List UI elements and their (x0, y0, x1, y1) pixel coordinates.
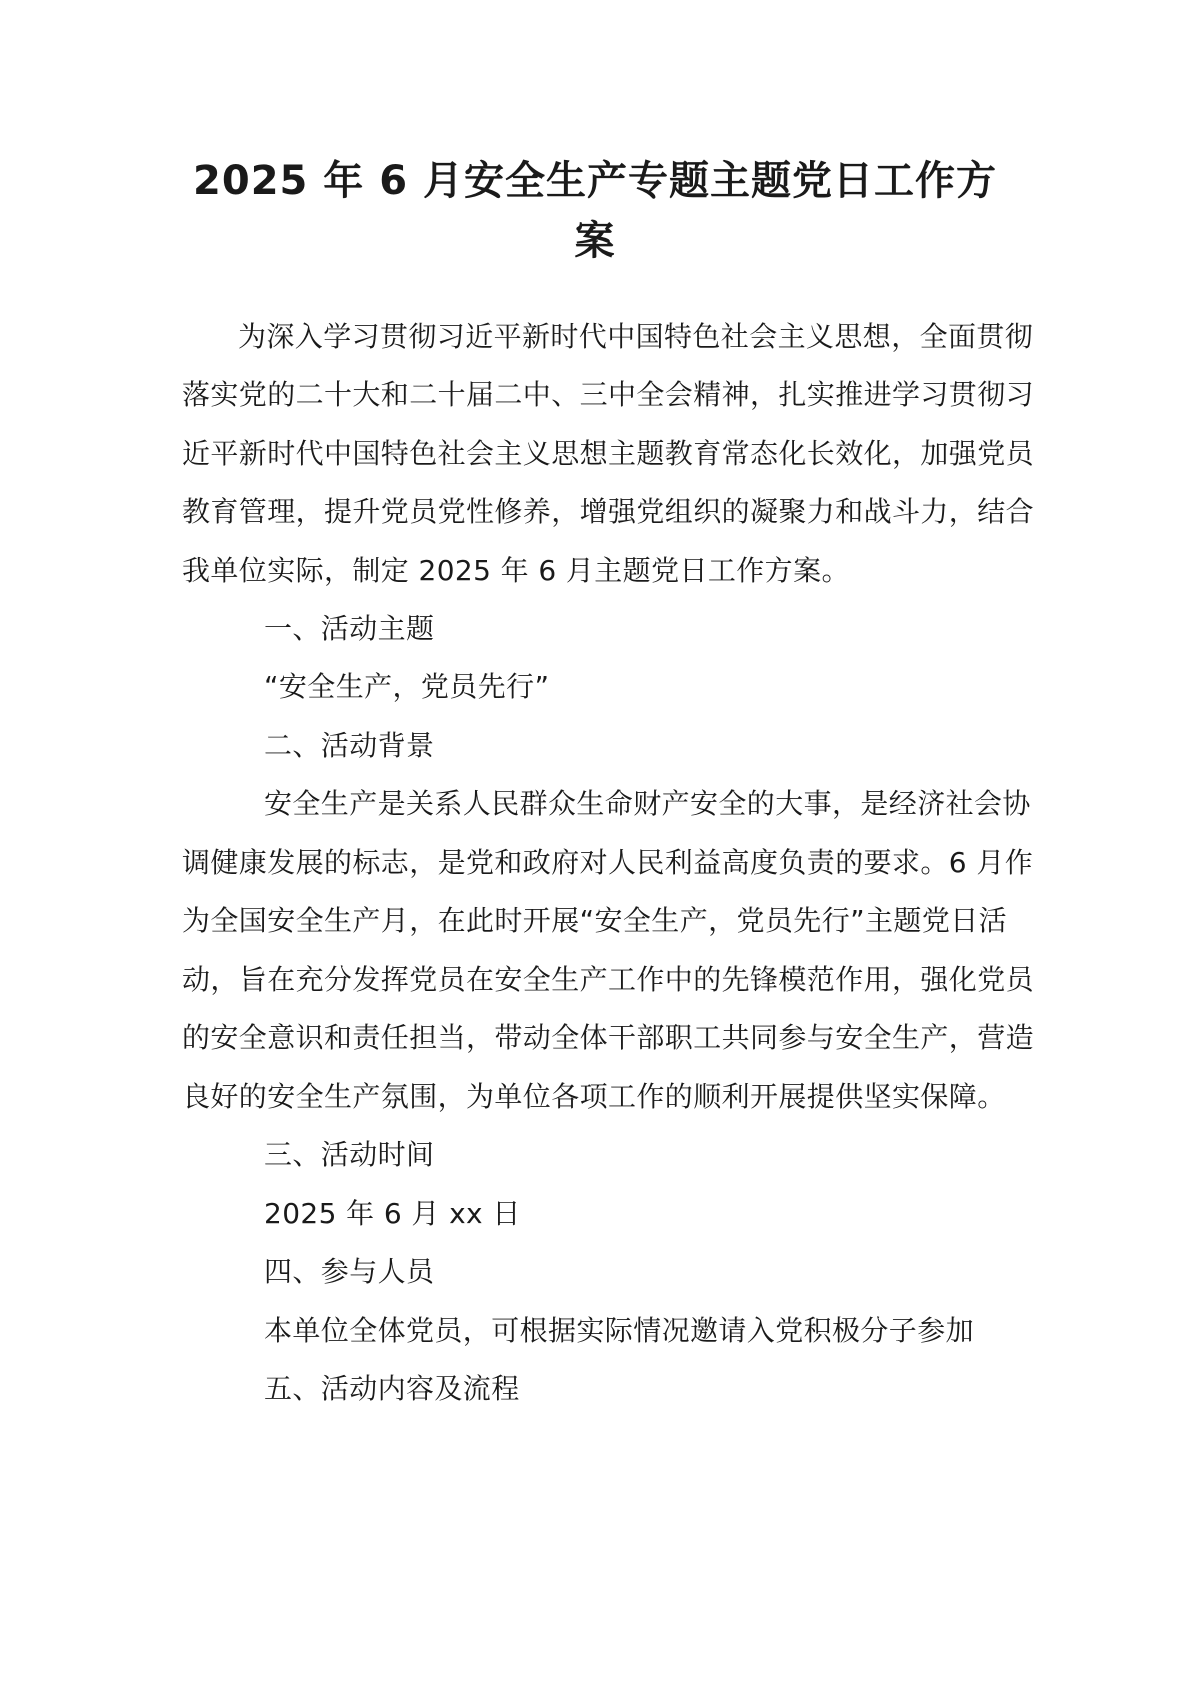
section-text-line: 为全国安全生产月，在此时开展“安全生产，党员先行”主题党日活 (182, 904, 1008, 937)
intro-line: 近平新时代中国特色社会主义思想主题教育常态化长效化，加强党员 (182, 437, 1035, 470)
section-text: 本单位全体党员，可根据实际情况邀请入党积极分子参加 (264, 1314, 975, 1347)
intro-line: 我单位实际，制定 2025 年 6 月主题党日工作方案。 (182, 554, 850, 587)
section-text-line: 安全生产是关系人民群众生命财产安全的大事，是经济社会协 (264, 787, 1031, 820)
intro-line: 为深入学习贯彻习近平新时代中国特色社会主义思想，全面贯彻 (238, 320, 1034, 353)
section-text-line: 良好的安全生产氛围，为单位各项工作的顺利开展提供坚实保障。 (182, 1080, 1006, 1113)
intro-line: 落实党的二十大和二十届二中、三中全会精神，扎实推进学习贯彻习 (182, 378, 1035, 411)
section-text-line: 调健康发展的标志，是党和政府对人民利益高度负责的要求。6 月作 (182, 846, 1034, 879)
section-text-line: 动，旨在充分发挥党员在安全生产工作中的先锋模范作用，强化党员 (182, 963, 1035, 996)
section-text: 2025 年 6 月 xx 日 (264, 1197, 521, 1230)
document-title-line-2: 案 (574, 218, 616, 264)
section-heading: 二、活动背景 (264, 729, 435, 762)
section-text-line: 的安全意识和责任担当，带动全体干部职工共同参与安全生产，营造 (182, 1021, 1035, 1054)
section-heading: 一、活动主题 (264, 612, 435, 645)
document-title-line-1: 2025 年 6 月安全生产专题主题党日工作方 (193, 158, 997, 204)
section-heading: 五、活动内容及流程 (264, 1372, 520, 1405)
intro-line: 教育管理，提升党员党性修养，增强党组织的凝聚力和战斗力，结合 (182, 495, 1035, 528)
section-heading: 三、活动时间 (264, 1138, 435, 1171)
section-text: “安全生产，党员先行” (264, 670, 550, 703)
section-heading: 四、参与人员 (264, 1255, 435, 1288)
